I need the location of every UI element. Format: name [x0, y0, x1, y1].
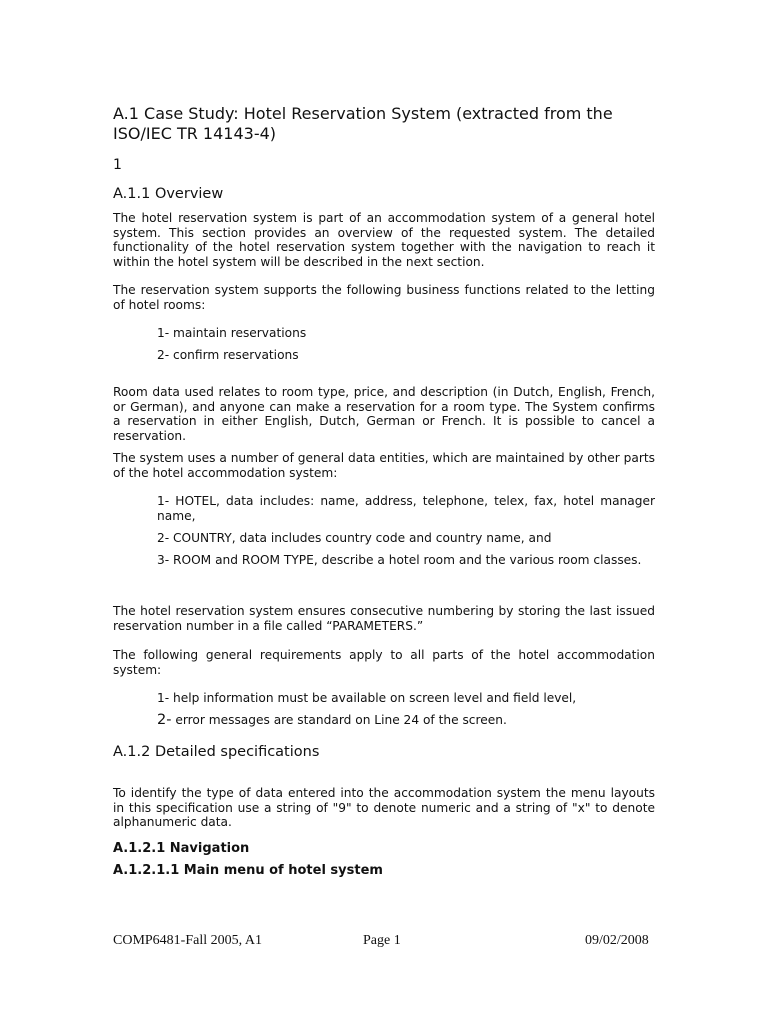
requirement-text-1: help information must be available on screen level and field level,	[169, 691, 577, 705]
overview-paragraph-4: The system uses a number of general data entities, which are maintained by other parts of the hotel accommodation system:	[113, 451, 655, 480]
requirement-number-2: 2-	[157, 712, 172, 728]
navigation-heading: A.1.2.1 Navigation	[113, 841, 250, 856]
function-item-1: 1- maintain reservations	[157, 326, 307, 340]
footer-course: COMP6481-Fall 2005, A1	[113, 933, 262, 948]
footer-page-number: Page 1	[363, 933, 401, 948]
requirement-item-2	[157, 713, 655, 728]
specs-paragraph-1: To identify the type of data entered into the accommodation system the menu layouts in this specification use a string of "9" to denote numeric and a string of "x" to denote alphanumeric data.	[113, 786, 655, 830]
footer-date: 09/02/2008	[585, 933, 649, 948]
specs-heading: A.1.2 Detailed specifications	[113, 744, 320, 760]
overview-paragraph-6: The following general requirements apply to all parts of the hotel accommodation system:	[113, 648, 655, 677]
document-title: A.1 Case Study: Hotel Reservation System (extracted from the ISO/IEC TR 14143-4)	[113, 104, 613, 143]
requirement-item-1	[157, 691, 655, 706]
entity-item-3: 3- ROOM and ROOM TYPE, describe a hotel room and the various room classes.	[157, 553, 642, 567]
overview-paragraph-1: The hotel reservation system is part of an accommodation system of a general hotel system. This section provides an overview of the requested system. The detailed functionality of the hotel reservation system together with the navigation to reach it within the hotel system will be described in the next section.	[113, 211, 655, 269]
entity-item-1: 1- HOTEL, data includes: name, address, telephone, telex, fax, hotel manager name,	[157, 494, 655, 523]
requirement-number-1: 1-	[157, 691, 170, 705]
overview-paragraph-2: The reservation system supports the following business functions related to the letting of hotel rooms:	[113, 283, 655, 312]
overview-heading: A.1.1 Overview	[113, 186, 224, 202]
entity-item-2: 2- COUNTRY, data includes country code and country name, and	[157, 531, 552, 545]
overview-paragraph-5: The hotel reservation system ensures consecutive numbering by storing the last issued reservation number in a file called “PARAMETERS.”	[113, 604, 655, 633]
requirement-text-2: error messages are standard on Line 24 of the screen.	[171, 713, 507, 727]
chapter-number: 1	[113, 157, 122, 173]
function-item-2: 2- confirm reservations	[157, 348, 299, 362]
overview-paragraph-3: Room data used relates to room type, price, and description (in Dutch, English, French, or German), and anyone can make a reservation for a room type. The System confirms a reservation in either English, Dutch, German or French. It is possible to cancel a reservation.	[113, 385, 655, 443]
main-menu-heading: A.1.2.1.1 Main menu of hotel system	[113, 863, 383, 878]
